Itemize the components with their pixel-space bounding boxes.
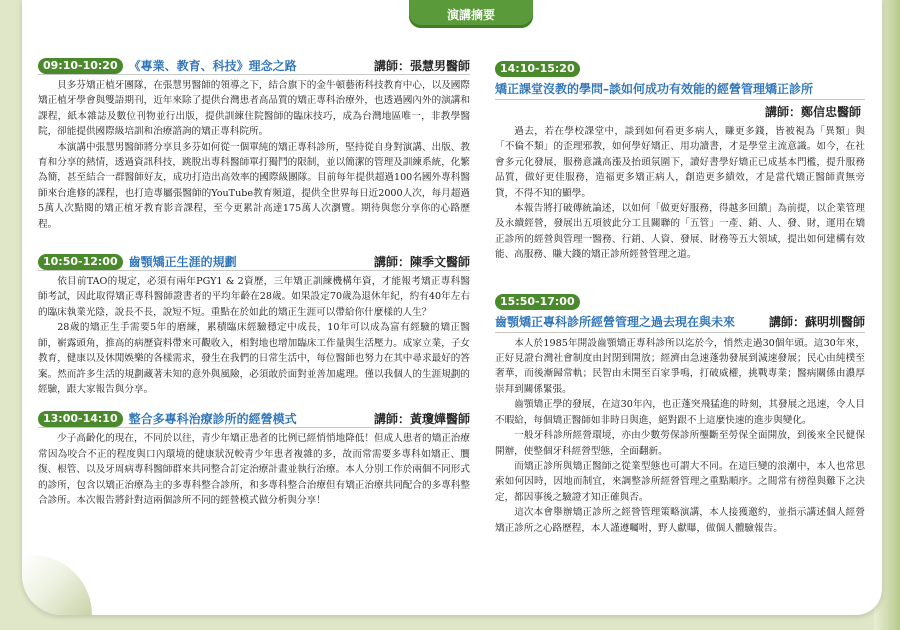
session-2-time-badge: 10:50-12:00 (38, 254, 123, 270)
session-1-title: 《專業、教育、科技》理念之路 (128, 59, 297, 73)
session-3 (38, 410, 470, 508)
session-5-title: 齒顎矯正專科診所經營管理之過去現在與未來 (495, 314, 736, 329)
session-5-header (495, 290, 865, 333)
session-2-paragraph-2: 28歲的矯正生手需要5年的磨練，累積臨床經驗穩定中成長，10年可以成為富有經驗的矯正醫師，嶄露頭角，推高的病歷資料帶來可觀收入，相對地也增加臨床工作量與生活壓力。成家立業，子女教育，健康以及休閒娛樂的各樣需求，發生在我們的日常生活中，每位醫師也努力在其中尋求最好的答案。然而許多生活的規劃藏著未知的意外與風險，必須敢於面對並善加處理。僅以我個人的生涯規劃的經驗，跟大家報告與分享。 (38, 322, 470, 395)
session-5-paragraph-2: 齒顎矯正學的發展，在這30年內，也正蓬突飛猛進的時刻，其發展之迅速，令人目不暇給，每個矯正醫師如非時日與進，絕對跟不上這麼快速的進步與變化。 (495, 399, 865, 426)
session-3-speaker: 講師：黃瓊嬅醫師 (373, 412, 470, 427)
document-page (22, 0, 882, 615)
session-5-title-row (495, 310, 865, 333)
session-4-paragraph-1: 過去，若在學校課堂中，談到如何看更多病人，賺更多錢，皆被視為「異類」與「不倫不類」的歪理邪教，如何學好矯正、用功讀書，才是學堂主流意識。如今，在社會多元化發展，服務意識高漲及抬頭氛圍下，讀好書學好矯正已成基本門檻，提升服務品質，做好更佳服務，造福更多矯正病人，創造更多績效，才是當代矯正醫師責無旁貸，不得不知的顯學。 (495, 126, 865, 199)
session-2-title: 齒顎矯正生涯的規劃 (128, 255, 237, 270)
session-5-time-badge: 15:50-17:00 (495, 294, 580, 310)
session-3-time-badge: 13:00-14:10 (38, 411, 123, 427)
session-2-speaker: 講師：陳季文醫師 (373, 255, 470, 270)
session-4-header (495, 57, 865, 100)
session-3-title: 整合多專科治療診所的經營模式 (128, 412, 297, 427)
section-header-tab (409, 0, 533, 28)
session-1-time-badge: 09:10-10:20 (38, 58, 123, 74)
session-4-speaker: 講師：鄭信忠醫師 (764, 105, 861, 119)
session-1 (38, 57, 470, 232)
session-5-paragraph-4: 而矯正診所與矯正醫師之從業型態也可謂大不同。在這巨變的浪潮中，本人也常思索如何因時，因地而制宜，來調整診所經營管理之重點順序。之間常有徬徨與難下之決定，都因事後之驗證才知正確與否。 (495, 460, 865, 503)
page-curl-decoration (22, 555, 92, 615)
session-2-header (38, 253, 470, 271)
session-1-speaker: 講師：張慧男醫師 (373, 59, 470, 73)
session-3-paragraph-1: 少子高齡化的現在，不同於以往，青少年矯正患者的比例已經悄悄地降低！但成人患者的矯正治療常因為咬合不正的程度與口內環境的健康狀況較青少年患者複雜的多，故而常需要多專科如矯正、贋復、根管、以及牙周病專科醫師群來共同整合訂定治療計畫並執行治療。本人分別工作於兩個不同形式的診所，包含以矯正治療為主的多專科整合診所，和多專科整合治療但有矯正治療共同配合的多專科整合診所。本次報告將針對這兩個診所不同的經營模式做分析與分享！ (38, 433, 470, 506)
session-4-title: 矯正課堂沒教的學問–談如何成功有效能的經營管理矯正診所 (495, 77, 865, 100)
section-header-label: 演講摘要 (446, 7, 495, 22)
session-5-paragraph-3: 一般牙科診所經營環境，亦由少數勞保診所壟斷至勞保全面開放，到後來全民健保開辦，使整個牙科經營型態，全面翻新。 (495, 430, 865, 457)
session-1-paragraph-2: 本演講中張慧男醫師將分享貝多芬如何從一個單純的矯正專科診所，堅持從自身對演講、出版、教育和分享的熱情，透過資訊科技，跳脫出專科醫師單打獨鬥的限制，並以簡潔的管理及訓練系統，化繁為簡，甚至結合一群醫師好友，成功打造出高效率的國際級團隊。目前每年提供超過100名國外專科醫師來台進修的課程，也打造專屬張醫師的YouTube教育頻道，提供全世界每日近2000人次，每月超過5萬人次點閱的矯正植牙教育影音課程，至今更累計高達175萬人次瀏覽。期待與您分享你的心路歷程。 (38, 141, 470, 230)
session-1-paragraph-1: 貝多芬矯正植牙團隊，在張慧男醫師的領導之下，結合旗下的金牛頓藝術科技教育中心，以及國際矯正植牙學會與雙語期刊，近年來除了提供台灣患者高品質的矯正專科治療外，也透過國內外的演講和課程，紙本雜誌及數位刊物並行出版，提供訓練住院醫師的臨床技巧，成為台灣地區唯一，非教學醫院，卻能提供國際級培訓和治療諮詢的矯正專科院所。 (38, 80, 470, 138)
session-4-time-badge: 14:10-15:20 (495, 61, 580, 77)
session-5-paragraph-5: 這次本會舉辦矯正診所之經營管理策略演講，本人接獲邀約，並指示講述個人經營矯正診所之心路歷程，本人謹遵囑咐，野人獻曝，做個人體驗報告。 (495, 507, 865, 534)
session-1-header (38, 57, 470, 75)
session-3-header (38, 410, 470, 428)
session-5 (495, 290, 865, 536)
session-5-speaker: 講師：蘇明圳醫師 (768, 314, 865, 329)
session-2-paragraph-1: 依目前TAO的規定，必須有兩年PGY1 & 2資歷，三年矯正訓練機構年資，才能報考矯正專科醫師考試，因此取得矯正專科醫師證書者的平均年齡在28歲。如果設定70歲為退休年紀，約有40年左右的臨床執業光陰，說長不長，說短不短。重點在於如此的矯正生涯可以帶給你什麼樣的人生？ (38, 276, 470, 318)
session-2 (38, 253, 470, 397)
session-5-paragraph-1: 本人於1985年開設齒顎矯正專科診所以迄於今，悄然走過30個年頭。這30年來，正好見證台灣社會制度由封閉到開放；經濟由急速蓬勃發展到減速發展；民心由純樸至奢華，而後漸歸常軌；民智由未開至百家爭鳴，打破威權，挑戰專業；醫病關係由濃厚崇拜到關係緊張。 (495, 337, 865, 395)
right-column (495, 57, 865, 543)
session-4 (495, 57, 865, 263)
left-column (38, 57, 470, 515)
session-4-paragraph-2: 本報告將打破傳統論述，以如何「做更好服務，得越多回饋」為前提，以企業管理及永續經營，發展出五項彼此分工且關聯的「五管」一產、銷、人、發、財，運用在矯正診所的經營與管理一醫務、行銷、人資、發展、財務等五大領域，提出如何建構有效能、高服務、賺大錢的矯正診所經營管理之道。 (495, 203, 865, 261)
